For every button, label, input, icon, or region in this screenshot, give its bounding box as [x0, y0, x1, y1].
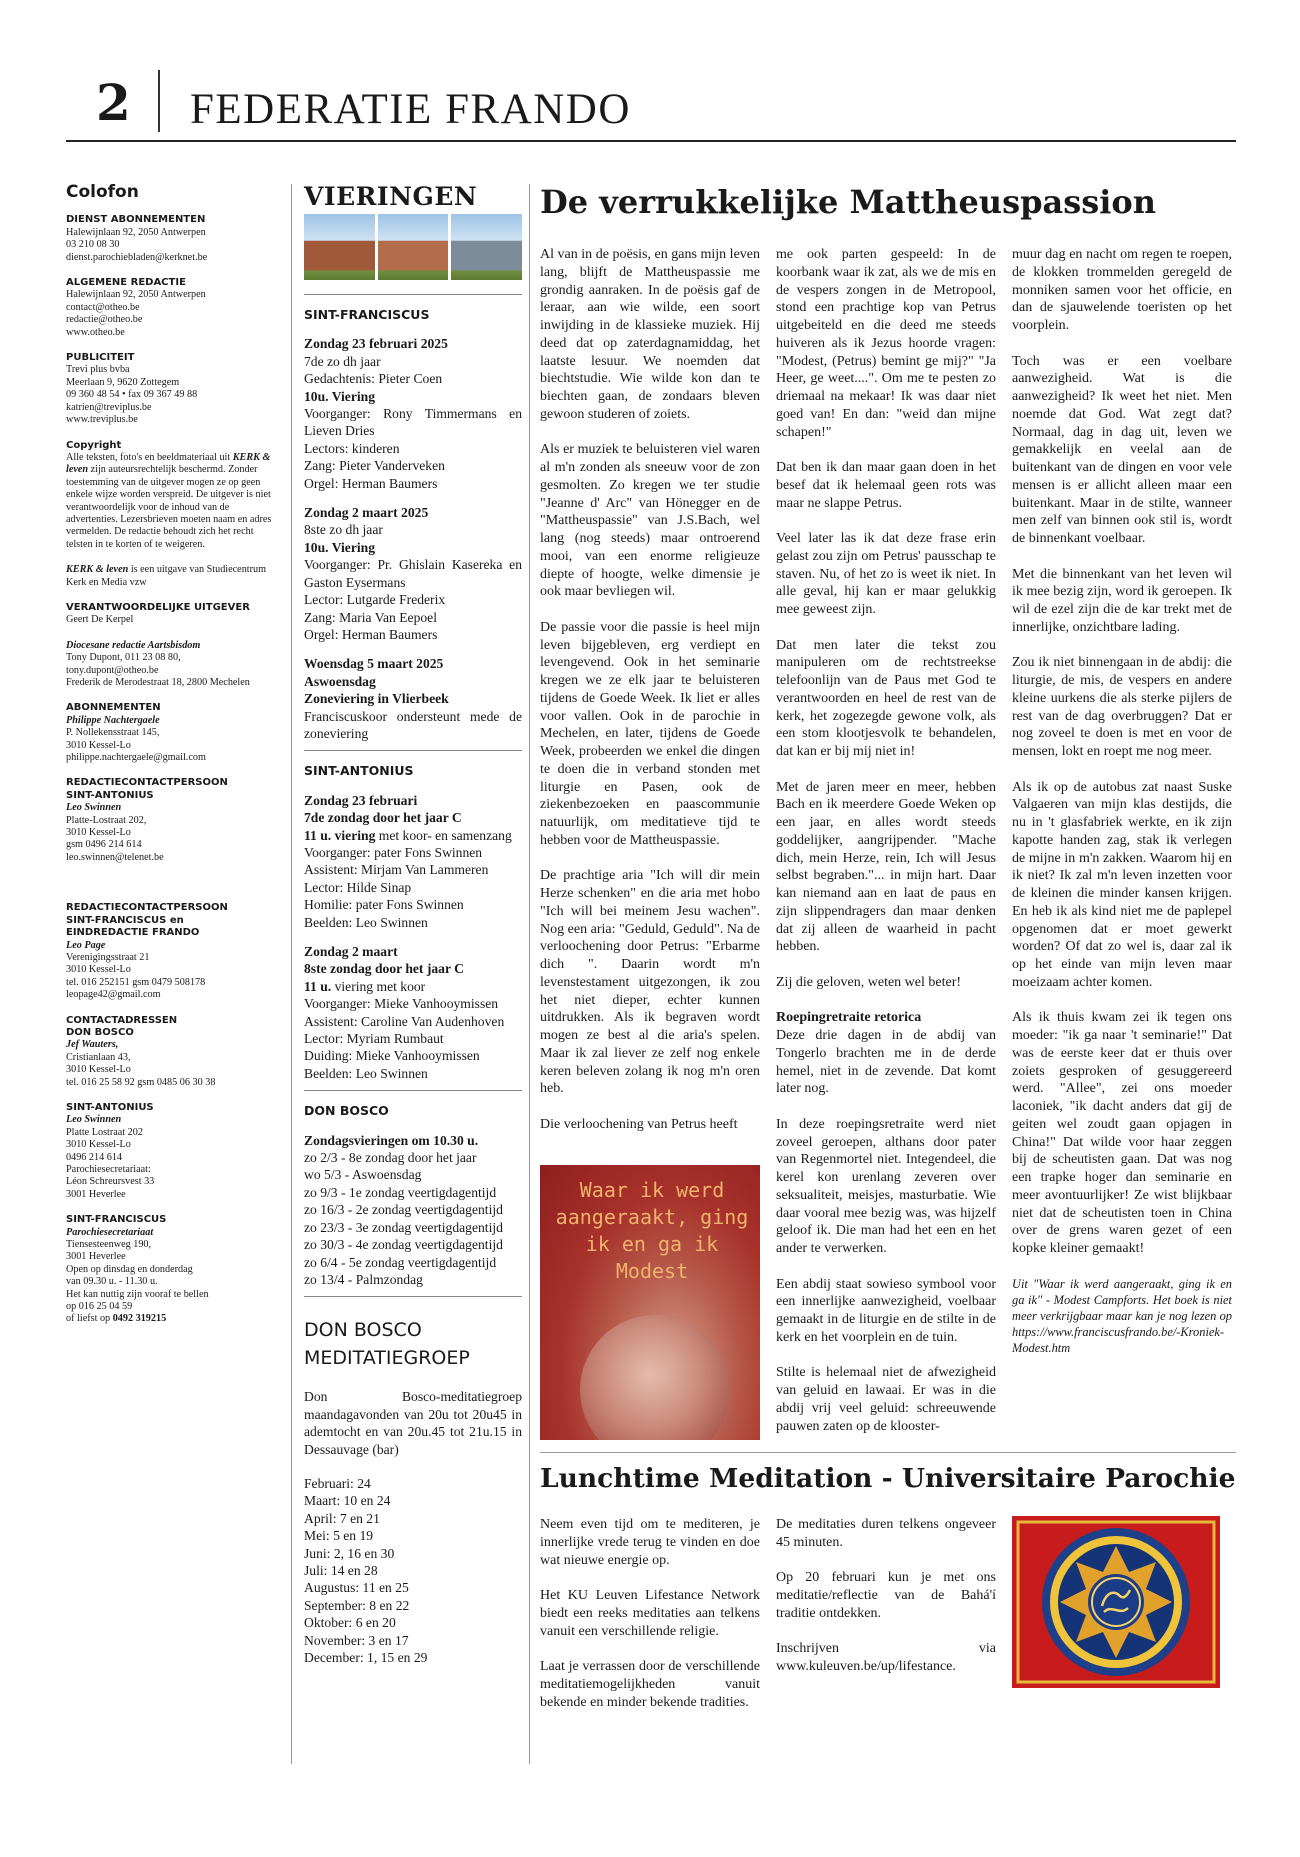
- service-line: Beelden: Leo Swinnen: [304, 914, 428, 930]
- service-line: Orgel: Herman Baumers: [304, 626, 438, 642]
- colofon-heading: VERANTWOORDELIJKE UITGEVER: [66, 601, 250, 613]
- lunch-signup-link[interactable]: Inschrijven via www.kuleuven.be/up/lifestance.: [776, 1641, 996, 1674]
- article-paragraph: muur dag en nacht om regen te roepen, de klokken trommelden geregeld de monniken samen voor het officie, en dan de sjauwelende toeristen op het voorplein.: [1012, 247, 1232, 333]
- colofon-line: 03 210 08 30: [66, 239, 120, 251]
- colofon-heading: CONTACTADRESSEN: [66, 1014, 178, 1026]
- colofon-heading: SINT-ANTONIUS: [66, 1101, 154, 1113]
- mandala-center: [1088, 1574, 1144, 1630]
- service-kind: 11 u. viering: [304, 827, 376, 843]
- colofon-ca-franciscus: [66, 1214, 276, 1326]
- colofon-heading: Copyright: [66, 439, 122, 451]
- article-column-2: [776, 246, 996, 1453]
- colofon-text: Alle teksten, foto's en beeldmateriaal uit: [66, 451, 233, 463]
- article-paragraph: Stilte is helemaal niet de afwezigheid van geluid en lawaai. Er was in die abdij vrij veel geluid: schreeuwende pauwen zaten op de klooster-: [776, 1365, 996, 1434]
- meditatie-date: November: 3 en 17: [304, 1632, 409, 1648]
- service-line: Franciscuskoor ondersteunt mede de zoneviering: [304, 708, 522, 741]
- colofon-line: op 016 25 04 59: [66, 1301, 133, 1313]
- article-paragraph: De passie voor die passie is heel mijn leven bijgebleven, erg verdiept en levengevend. Ook in het seminarie kregen we ze elk jaar te beluisteren tijdens de Goede Week. Ik liet er alles voor vallen. Ook in de parochie in Mechelen, en later, tijdens de Goede Week, probeerden we enkel die dingen te doen die in verband stonden met liturgie en Pasen, ook de ziekenbezoeken en paascommunie natuurlijk, om meditatieve tijd te hebben voor de Mattheuspassie.: [540, 619, 760, 848]
- colofon-line: gsm 0496 214 614: [66, 839, 142, 851]
- colofon-email[interactable]: leopage42@gmail.com: [66, 989, 161, 1001]
- service-line: [304, 827, 522, 844]
- article-paragraph: Zij die geloven, weten wel beter!: [776, 974, 962, 990]
- colofon-heading: REDACTIECONTACTPERSOON: [66, 777, 228, 789]
- colofon-heading: SINT-FRANCISCUS en: [66, 914, 184, 926]
- meditatie-date: Juli: 14 en 28: [304, 1562, 378, 1578]
- colofon-line: 0496 214 614: [66, 1151, 123, 1163]
- colofon-redactie: [66, 277, 276, 339]
- service-line: Voorganger: Rony Timmermans en Lieven Dries: [304, 406, 522, 439]
- colofon-email[interactable]: katrien@treviplus.be: [66, 401, 152, 413]
- colofon-name: Parochiesecretariaat: [66, 1226, 154, 1238]
- colofon-email[interactable]: leo.swinnen@telenet.be: [66, 851, 164, 863]
- service-date: Zondag 23 februari 2025: [304, 336, 448, 352]
- meditatie-date: Augustus: 11 en 25: [304, 1580, 409, 1596]
- article-column-1: [540, 246, 760, 1151]
- service-kind: 10u. Viering: [304, 388, 375, 404]
- service-date: Zondag 2 maart 2025: [304, 505, 429, 521]
- colofon-line: Platte Lostraat 202: [66, 1126, 143, 1138]
- lunch-paragraph: Laat je verrassen door de verschillende meditatiemogelijkheden vanuit bekende en minder bekende tradities.: [540, 1659, 760, 1710]
- colofon-line: Halewijnlaan 92, 2050 Antwerpen: [66, 289, 206, 301]
- antonius-section: [304, 750, 522, 1082]
- colofon-heading: PUBLICITEIT: [66, 352, 135, 364]
- article-paragraph: Met die binnenkant van het leven wil ik mee bezig zijn, word ik geroepen. Ik wil de ezel zijn die de kar trekt met de innerlijke, onzichtbare lading.: [1012, 566, 1232, 635]
- service-line: Voorganger: pater Fons Swinnen: [304, 844, 483, 860]
- meditatie-date: April: 7 en 21: [304, 1510, 380, 1526]
- colofon-line: P. Nollekensstraat 145,: [66, 727, 160, 739]
- colofon-line: Cristianlaan 43,: [66, 1051, 131, 1063]
- service-line: Homilie: pater Fons Swinnen: [304, 897, 464, 913]
- meditatie-heading: [304, 1316, 522, 1372]
- section-heading: DON BOSCO: [304, 1103, 389, 1119]
- service-kind: Zondagsvieringen om 10.30 u.: [304, 1132, 479, 1148]
- church-photo: [304, 214, 375, 280]
- service-date: Zondag 23 februari: [304, 792, 418, 808]
- colofon-line: Het kan nuttig zijn vooraf te bellen: [66, 1288, 209, 1300]
- church-photo: [451, 214, 522, 280]
- article-paragraph: Al van in de poësis, en gans mijn leven lang, blijft de Mattheuspassie me grondig aanraken. In de poësis gaf de leraar, aan wie wilde, een soort inwijding in de klassieke muziek. Hij deed dat op zaterdagnamiddag, het laatste lesuur. We noemden dat biechtstudie. Wie wilde kon dan te biechten gaan, de zondaars bleven gewoon studeren of zoiets.: [540, 247, 760, 422]
- meditatie-date: Maart: 10 en 24: [304, 1493, 391, 1509]
- article-paragraph: Veel later las ik dat deze frase erin gelast zou zijn om Petrus' pausschap te staven. Nu, of het zo is weet ik niet. In alle geval, hij kan er maar gelukkig mee geweest zijn.: [776, 531, 996, 617]
- meditatie-date: Juni: 2, 16 en 30: [304, 1545, 395, 1561]
- service-kind: 10u. Viering: [304, 539, 375, 555]
- service-line: zo 13/4 - Palmzondag: [304, 1271, 423, 1287]
- colofon-heading: EINDREDACTIE FRANDO: [66, 927, 200, 939]
- colofon-line: Open op dinsdag en donderdag: [66, 1263, 193, 1275]
- colofon-text: of liefst op: [66, 1313, 113, 1325]
- colofon-heading: DIENST ABONNEMENTEN: [66, 214, 206, 226]
- service-line: 8ste zo dh jaar: [304, 522, 383, 538]
- service-kind: Aswoensdag: [304, 673, 376, 689]
- colofon-line: tel. 016 25 58 92 gsm 0485 06 30 38: [66, 1076, 216, 1088]
- service-kind: 7de zondag door het jaar C: [304, 810, 462, 826]
- service-line: Beelden: Leo Swinnen: [304, 1065, 428, 1081]
- colofon-vu: [66, 602, 276, 627]
- colofon-email[interactable]: redactie@otheo.be: [66, 314, 143, 326]
- colofon-line: Trevi plus bvba: [66, 364, 130, 376]
- section-heading: SINT-ANTONIUS: [304, 763, 414, 779]
- service-line: zo 30/3 - 4e zondag veertigdagentijd: [304, 1237, 503, 1253]
- lunch-paragraph: Het KU Leuven Lifestance Network biedt een reeks meditaties aan telkens vanuit een verschillende religie.: [540, 1588, 760, 1639]
- column-divider: [291, 184, 292, 1764]
- page-title: FEDERATIE FRANDO: [190, 86, 631, 133]
- colofon-line: Meerlaan 9, 9620 Zottegem: [66, 376, 180, 388]
- colofon-name: Philippe Nachtergaele: [66, 714, 160, 726]
- service-line: Lector: Lutgarde Frederix: [304, 592, 446, 608]
- colofon-line: tel. 016 252151 gsm 0479 508178: [66, 976, 206, 988]
- page-number: 2: [96, 73, 131, 132]
- lunch-paragraph: Neem even tijd om te mediteren, je innerlijke vrede terug te vinden en doe wat nieuwe energie op.: [540, 1517, 760, 1568]
- colofon-email[interactable]: dienst.parochiebladen@kerknet.be: [66, 251, 208, 263]
- bahai-mandala-image: [1012, 1516, 1220, 1688]
- colofon-line: Verenigingsstraat 21: [66, 951, 150, 963]
- colofon-ca-antonius: [66, 1102, 276, 1201]
- meditatie-section: [304, 1296, 522, 1666]
- colofon-line: Parochiesecretariaat:: [66, 1164, 151, 1175]
- colofon-heading: SINT-ANTONIUS: [66, 789, 154, 801]
- colofon-text: zijn auteursrechtelijk beschermd. Zonder toestemming van de uitgever mogen ze op geen enkele wijze worden verspreid. De uitgever is niet verantwoordelijk voor de inhoud van de advertenties. Lezersbrieven moeten naam en adres vermelden. De redactie behoudt zich het recht telsten in te korten of te weigeren.: [66, 464, 272, 550]
- service-line: zo 2/3 - 8e zondag door het jaar: [304, 1150, 477, 1166]
- service-line: Lector: Hilde Sinap: [304, 879, 412, 895]
- article-paragraph: Die verloochening van Petrus heeft: [540, 1116, 738, 1132]
- colofon-email[interactable]: philippe.nachtergaele@gmail.com: [66, 752, 206, 764]
- article-paragraph: Als ik thuis kwam zei ik tegen ons moeder: "ik ga naar 't seminarie!" Dat was de eerste keer dat er thuis over zoiets gesproken of gesuggereerd werd. "Allee", zei ons moeder laconiek, "ik dacht anders dat gij de geiten wel zoudt gaan opjagen in China!" Dat wilde voor haar zeggen bij de scheutisten gaan. Dat was nog een trapke hoger dan seminarie en meer avontuurlijker! Ze wist blijkbaar niet dat de scheutisten toen in China over de grens waren gezet of een kopke kleiner gemaakt!: [1012, 1010, 1232, 1256]
- colofon-heading: DON BOSCO: [66, 1026, 134, 1038]
- book-cover-image: [540, 1165, 760, 1440]
- masthead-rule: [66, 140, 1236, 142]
- lunch-title: Lunchtime Meditation - Universitaire Parochie: [540, 1463, 1236, 1494]
- colofon-heading: ALGEMENE REDACTIE: [66, 277, 186, 289]
- article-paragraph: Dat men later die tekst zou manipuleren om de rechtstreekse telefoonlijn van de Paus met God te verantwoorden en heel de rest van de kerk, het zogezegde gewone volk, als een stom klootjesvolk te behandelen, dat kan er bij mij niet in!: [776, 637, 996, 759]
- colofon-title: Colofon: [66, 182, 139, 202]
- service-line: Duiding: Mieke Vanhooymissen: [304, 1048, 480, 1064]
- colofon-line: Geert De Kerpel: [66, 614, 134, 626]
- lunch-paragraph: De meditaties duren telkens ongeveer 45 minuten.: [776, 1517, 996, 1550]
- colofon-line: 3001 Heverlee: [66, 1251, 126, 1263]
- book-title: Waar ik werd aangeraakt, ging ik en ga ik: [555, 1178, 749, 1256]
- colofon-line: Tony Dupont, 011 23 08 80,: [66, 652, 181, 664]
- column-divider: [529, 184, 530, 1764]
- colofon-line: Léon Schreursvest 33: [66, 1176, 155, 1188]
- colofon-name: Leo Swinnen: [66, 802, 122, 814]
- article-paragraph: Dat ben ik dan maar gaan doen in het besef dat ik helemaal geen rots was maar ne slappe Petrus.: [776, 460, 996, 511]
- article-title: De verrukkelijke Mattheuspassion: [540, 183, 1156, 221]
- service-line: Zang: Maria Van Eepoel: [304, 609, 437, 625]
- article-paragraph: Zou ik niet binnengaan in de abdij: die liturgie, de mis, de vespers en andere kleine uurkens die als sterke pijlers de rest van de dag overbruggen? Dat er nog zoveel te doen is met en voor de mensen, lokt en roept me nog meer.: [1012, 655, 1232, 759]
- meditatie-text: Don Bosco-meditatiegroep maandagavonden van 20u tot 20u45 in ademtocht en van 20u.45 tot 21u.15 in Dessauvage (bar): [304, 1389, 522, 1457]
- service-line: Zang: Pieter Vanderveken: [304, 458, 445, 474]
- service-line: Gedachtenis: Pieter Coen: [304, 371, 443, 387]
- colofon-name: Leo Swinnen: [66, 1114, 122, 1126]
- colofon-line: 3010 Kessel-Lo: [66, 1139, 131, 1151]
- colofon-heading: REDACTIECONTACTPERSOON: [66, 902, 228, 914]
- meditatie-date: Oktober: 6 en 20: [304, 1615, 396, 1631]
- colofon-line: 3001 Heverlee: [66, 1188, 126, 1200]
- colofon-heading: SINT-FRANCISCUS: [66, 1214, 167, 1226]
- colofon-dienst: [66, 214, 276, 264]
- meditatie-heading-line: DON BOSCO: [304, 1319, 422, 1342]
- service-kind: 11 u.: [304, 978, 332, 994]
- colofon-line: van 09.30 u. - 11.30 u.: [66, 1276, 158, 1288]
- colofon-email[interactable]: contact@otheo.be: [66, 301, 140, 313]
- colofon-diocesaan: [66, 640, 276, 690]
- colofon-line: 3010 Kessel-Lo: [66, 827, 131, 839]
- colofon-rcp-franciscus: [66, 902, 276, 1001]
- service-line: zo 23/3 - 3e zondag veertigdagentijd: [304, 1219, 503, 1235]
- service-line: Lectors: kinderen: [304, 440, 400, 456]
- lunch-paragraph: Op 20 februari kun je met ons meditatie/reflectie van de Bahá'í traditie ontdekken.: [776, 1570, 996, 1621]
- lunch-column-1: [540, 1516, 760, 1729]
- meditatie-date: Februari: 24: [304, 1475, 371, 1491]
- colofon-link[interactable]: www.otheo.be: [66, 326, 125, 338]
- article-paragraph: Toch was er een voelbare aanwezigheid. Wat is die aanwezigheid? Ik weet het niet. Men noemde dat God. Wat zegt dat? Normaal, dag in dag uit, leven we gemakkelijk en veelal aan de buitenkant van de dingen en voor vele mensen is er allicht alleen maar een buitenkant. Maar in de stilte, wanneer men zelf van binnen ook stil is, wordt de binnenkant voelbaar.: [1012, 353, 1232, 546]
- colofon-line: 3010 Kessel-Lo: [66, 964, 131, 976]
- colofon-line: Halewijnlaan 92, 2050 Antwerpen: [66, 226, 206, 238]
- article-column-3: [1012, 246, 1232, 1373]
- mandala-graphic: [1012, 1516, 1220, 1688]
- colofon-heading: Diocesane redactie Aartsbisdom: [66, 639, 201, 651]
- colofon-publiciteit: [66, 352, 276, 426]
- bosco-section: [304, 1090, 522, 1288]
- colofon: [66, 182, 276, 1339]
- article-paragraph: Als ik op de autobus zat naast Suske Valgaeren van mijn klas destijds, die nu in 't glasfabriek werkte, en ik zijn kapotte handen zag, stak ik verlegen de mijne in m'n zakken. Waarom hij en ik niet? Ik zal m'n leven inzetten voor de kleinen die minder kansen krijgen. En heb ik als kind niet me de paplepel opgenomen dat er moet gewerkt worden? Of dat zo wel is, daar zal ik op het einde van mijn leven maar moeizaam achter komen.: [1012, 779, 1232, 990]
- meditatie-date: September: 8 en 22: [304, 1597, 410, 1613]
- service-kind: 8ste zondag door het jaar C: [304, 961, 464, 977]
- service-line: Assistent: Caroline Van Audenhoven: [304, 1013, 505, 1029]
- colofon-uitgave: [66, 564, 276, 589]
- colofon-link[interactable]: www.treviplus.be: [66, 414, 138, 426]
- section-heading: SINT-FRANCISCUS: [304, 307, 430, 322]
- article-paragraph: Met de jaren meer en meer, hebben Bach en ik meerdere Goede Weken op een jaar, en alles wordt steeds goddelijker, aangrijpender. "Mache dich, mein Herze, rein, Ich will Jesus selbst begraben."... in mijn hart. Daar kan niemand aan en laat de paus en zijn slippendragers dan maar denken dat zij alleen de waarheid in pacht hebben.: [776, 779, 996, 955]
- article-paragraph: Als er muziek te beluisteren viel waren al m'n zonden als sneeuw voor de zon gesmolten. Zo kregen we ter studie "Jeanne d' Arc" van Hönegger en de "Mattheuspassie" van J.S.Bach, wel lang (nog steeds) maar ontroerend mooi, van een enorme religieuze diepte of hoogte, welke dimensie je ook maar bevliegen wil.: [540, 442, 760, 600]
- meditatie-heading-line: MEDITATIEGROEP: [304, 1347, 470, 1370]
- service-line: wo 5/3 - Aswoensdag: [304, 1167, 422, 1183]
- service-date: Woensdag 5 maart 2025: [304, 656, 444, 672]
- colofon-copyright: [66, 440, 276, 552]
- vieringen-column: [304, 184, 522, 1666]
- service-date: Zondag 2 maart: [304, 944, 398, 959]
- article-paragraph: me ook parten gespeeld: In de koorbank waar ik zat, als we de mis en de vespers zongen in de Metropool, stond een prachtige kop van Petrus uitgebeiteld en die deed me steeds huiveren als ik Jezus hoorde vragen: "Modest, (Petrus) bemint ge mij?" "Ja Heer, ge weet....". Om me te pesten zo driemaal na mekaar! Ik was daar niet goed van! En dan: "weid dan mijne schapen!": [776, 247, 996, 440]
- article-paragraph: De prachtige aria "Ich will dir mein Herze schenken" en die aria met hobo "Ich will bei meinem Jesu wachen". Nog een aria: "Geduld, Geduld". Na de verloochening door Petrus: "Erbarme dich ". Daarin wordt m'n levenstestament uitgezongen, ik zou het niet dieper, echter kunnen uitdrukken. Als ik begraven wordt mogen ze best al die aria's spelen. Maar ik zal liever ze zelf nog enkele keren beleven zolang ik nog m'n oren heb.: [540, 868, 760, 1097]
- service-kind: Zoneviering in Vlierbeek: [304, 691, 449, 707]
- colofon-line: 3010 Kessel-Lo: [66, 739, 131, 751]
- book-cover-title: [554, 1177, 750, 1285]
- colofon-line: Frederik de Merodestraat 18, 2800 Mechelen: [66, 677, 250, 688]
- article-paragraph: Deze drie dagen in de abdij van Tongerlo brachten me in de derde hemel, niet in de zevende. Dat komt later nog.: [776, 1028, 996, 1097]
- colofon-abonnementen: [66, 702, 276, 764]
- colofon-rcp-antonius: [66, 777, 276, 864]
- section-rule: [540, 1452, 1236, 1453]
- franciscus-section: [304, 294, 522, 742]
- service-line: Voorganger: Mieke Vanhooymissen: [304, 996, 499, 1012]
- colofon-line: Tiensesteenweg 190,: [66, 1239, 152, 1251]
- article-paragraph: Een abdij staat sowieso symbool voor een innerlijke aanwezigheid, voelbaar gemaakt in de liturgie en de stilte in de kerk en het voorplein en de tuin.: [776, 1276, 996, 1345]
- service-line: 7de zo dh jaar: [304, 353, 381, 369]
- service-line: Orgel: Herman Baumers: [304, 475, 438, 491]
- lunch-column-2: [776, 1516, 996, 1694]
- service-line: zo 9/3 - 1e zondag veertigdagentijd: [304, 1184, 497, 1200]
- church-photo: [378, 214, 449, 280]
- article-paragraph: In deze roepingsretraite werd niet zoveel geroepen, althans door pater van Regenmortel niet. Integendeel, die kerel kon urenlang zeveren over seksualiteit, meisjes, masturbatie. Wie daar vooral mee bezig was, was hijzelf geloof ik. Die man had het een en het ander te verwerken.: [776, 1116, 996, 1256]
- service-line: Lector: Myriam Rumbaut: [304, 1031, 444, 1047]
- colofon-text: is een uitgave van Studiecentrum Kerk en Media vzw: [66, 564, 267, 588]
- meditatie-date: Mei: 5 en 19: [304, 1528, 374, 1544]
- colofon-line: 3010 Kessel-Lo: [66, 1064, 131, 1076]
- service-line: [304, 978, 522, 995]
- service-line: Voorganger: Pr. Ghislain Kasereka en Gaston Eysermans: [304, 557, 522, 590]
- colofon-ca-bosco: [66, 1015, 276, 1089]
- colofon-line: 09 360 48 54 • fax 09 367 49 88: [66, 389, 198, 401]
- service-text: met koor- en samenzang: [375, 827, 512, 843]
- colofon-heading: ABONNEMENTEN: [66, 702, 161, 714]
- phone-number: 0492 319215: [112, 1313, 167, 1325]
- article-subheading: Roepingretraite retorica: [776, 1010, 922, 1026]
- book-cover-portrait: [580, 1315, 730, 1440]
- masthead-divider: [158, 70, 160, 132]
- meditatie-date: December: 1, 15 en 29: [304, 1650, 428, 1665]
- service-line: zo 6/4 - 5e zondag veertigdagentijd: [304, 1254, 497, 1270]
- service-text: viering met koor: [331, 978, 426, 994]
- vieringen-title: VIERINGEN: [304, 182, 478, 211]
- brand-name: KERK & leven: [66, 564, 129, 576]
- brand-name: KERK & leven: [66, 451, 271, 476]
- mandala-star: [1042, 1528, 1190, 1676]
- colofon-name: Leo Page: [66, 939, 106, 951]
- colofon-email[interactable]: tony.dupont@otheo.be: [66, 664, 159, 676]
- book-author: Modest: [615, 1259, 689, 1283]
- article-source-caption: Uit "Waar ik werd aangeraakt, ging ik en ga ik" - Modest Campforts. Het boek is niet meer verkrijgbaar maar kan je nog lezen op https://www.franciscusfrando.be/-Kroniek-Modest.htm: [1012, 1276, 1232, 1355]
- church-photos: [304, 214, 522, 280]
- colofon-line: Platte-Lostraat 202,: [66, 814, 147, 826]
- service-line: Assistent: Mirjam Van Lammeren: [304, 862, 489, 878]
- service-line: zo 16/3 - 2e zondag veertigdagentijd: [304, 1202, 503, 1218]
- colofon-line: [66, 1313, 276, 1325]
- colofon-name: Jef Wauters,: [66, 1039, 119, 1051]
